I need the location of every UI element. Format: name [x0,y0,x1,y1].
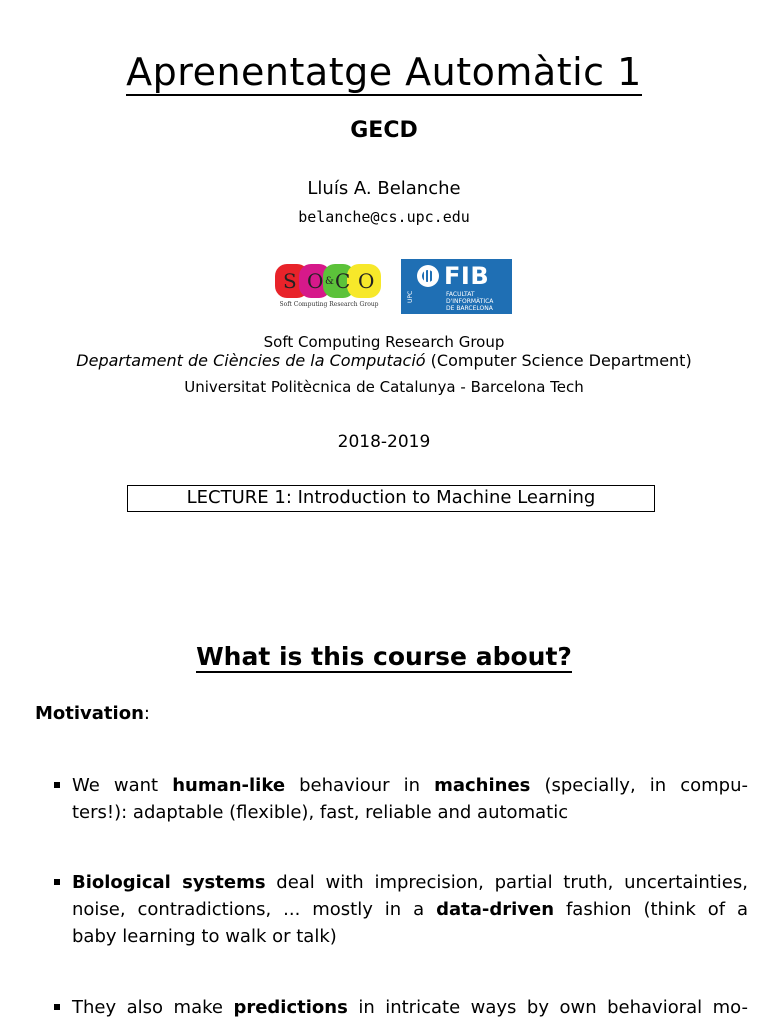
soco-letter-s: S [283,269,297,293]
motivation-heading [35,703,150,724]
university: Universitat Politècnica de Catalunya - Barcelona Tech [184,378,584,396]
fib-line-1: FACULTAT [446,291,475,298]
fib-wordmark: FIB [444,262,490,290]
upc-emblem-icon [417,265,439,287]
bullet-item-biological-systems [72,869,748,950]
program-name: GECD [350,118,418,143]
department-english: (Computer Science Department) [430,351,692,370]
text-run: noise, contradictions, ... mostly in a [72,899,437,920]
fib-line-3: DE BARCELONA [446,305,493,312]
keyword-biological-systems: Biological systems [72,872,266,893]
section-title-text: What is this course about? [196,642,572,671]
research-group: Soft Computing Research Group [263,333,505,351]
bullet-line [72,869,748,896]
keyword-machines: machines [434,775,531,796]
course-title-text: Aprenentatge Automàtic 1 [126,50,642,94]
text-run: (specially, in compu- [530,775,748,796]
soco-logo [275,264,383,314]
text-run: in intricate ways by own behavioral mo- [347,997,749,1018]
text-run: They also make [72,997,234,1018]
department [0,351,768,370]
text-run: fashion (think of a [554,899,748,920]
lecture-title-box: LECTURE 1: Introduction to Machine Learning [127,485,655,512]
motivation-label: Motivation [35,703,144,724]
motivation-colon: : [143,703,150,724]
soco-letter-o: O [307,269,324,293]
text-run: We want [72,775,173,796]
bullet-item-predictions [72,994,748,1021]
bullet-square-icon [54,782,60,788]
bullet-square-icon [54,1004,60,1010]
text-run: behaviour in [285,775,435,796]
bullet-line [72,994,748,1021]
keyword-data-driven: data-driven [436,899,555,920]
soco-ampersand: & [325,276,334,287]
soco-letter-c: C [335,269,351,293]
fib-line-2: D'INFORMÀTICA [446,298,494,305]
bullet-square-icon [54,879,60,885]
soco-letter-o2: O [358,269,375,293]
bullet-line: baby learning to walk or talk) [72,926,337,947]
course-title [0,50,768,94]
keyword-predictions: predictions [233,997,348,1018]
bullet-line: ters!): adaptable (flexible), fast, reliable and automatic [72,802,569,823]
academic-year: 2018-2019 [337,432,431,452]
bullet-line [72,772,748,799]
text-run: deal with imprecision, partial truth, uncertainties, [265,872,748,893]
bullet-item-human-like [72,772,748,826]
fib-upc-label: UPC [407,290,414,303]
soco-caption: Soft Computing Research Group [279,301,379,308]
bullet-line [72,896,748,923]
keyword-human-like: human-like [172,775,286,796]
fib-logo [401,259,512,314]
author-name: Lluís A. Belanche [307,178,461,199]
author-email: belanche@cs.upc.edu [298,208,470,226]
department-catalan: Departament de Ciències de la Computació [76,351,426,370]
section-title [0,642,768,672]
